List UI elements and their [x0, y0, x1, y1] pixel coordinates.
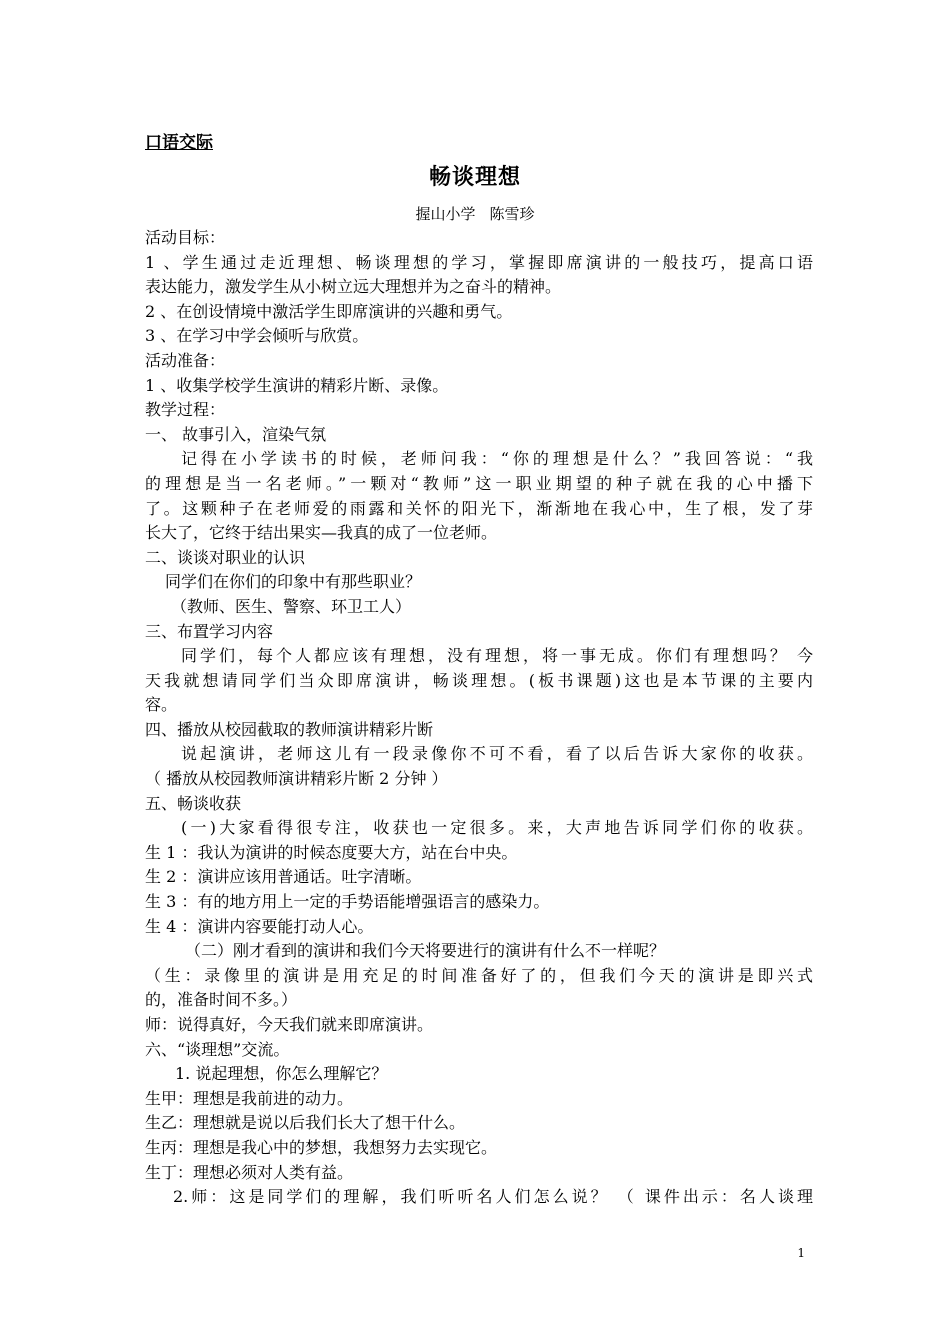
- text-line: 四、播放从校园截取的教师演讲精彩片断: [145, 719, 434, 739]
- text-line: 活动准备：: [145, 350, 226, 370]
- text-line: 二、谈谈对职业的认识: [145, 547, 306, 567]
- text-line: 六、“谈理想”交流。: [145, 1039, 290, 1059]
- text-line: 记得在小学读书的时候，老师问我：“你的理想是什么？”我回答说：“我: [181, 449, 813, 469]
- text-line: 生 4 ：演讲内容要能打动人心。: [145, 916, 374, 936]
- text-line: （生：录像里的演讲是用充足的时间准备好了的，但我们今天的演讲是即兴式: [145, 965, 813, 985]
- text-line: 说起演讲，老师这儿有一段录像你不可不看，看了以后告诉大家你的收获。: [181, 744, 813, 764]
- text-line: 同学们在你们的印象中有那些职业？: [165, 572, 422, 592]
- school-name: 握山小学: [415, 205, 476, 223]
- text-line: 生甲：理想是我前进的动力。: [145, 1088, 354, 1108]
- text-line: 1 、收集学校学生演讲的精彩片断、录像。: [145, 375, 449, 395]
- text-line: 生乙：理想就是说以后我们长大了想干什么。: [145, 1113, 466, 1133]
- text-line: 生 1 ：我认为演讲的时候态度要大方，站在台中央。: [145, 842, 518, 862]
- text-line: 一、 故事引入，渲染气氛: [145, 424, 327, 444]
- text-line: 同学们，每个人都应该有理想，没有理想，将一事无成。你们有理想吗？ 今: [181, 646, 813, 666]
- text-line: 长大了，它终于结出果实—我真的成了一位老师。: [145, 523, 498, 543]
- text-line: 生 2 ：演讲应该用普通话。吐字清晰。: [145, 867, 422, 887]
- text-line: 表达能力，激发学生从小树立远大理想并为之奋斗的精神。: [145, 277, 562, 297]
- text-line: 天我就想请同学们当众即席演讲，畅谈理想。(板书课题)这也是本节课的主要内: [145, 670, 813, 690]
- text-line: 的理想是当一名老师。”一颗对“教师”这一职业期望的种子就在我的心中播下: [145, 473, 813, 493]
- text-line: 容。: [145, 695, 178, 715]
- page-number: 1: [797, 1246, 805, 1260]
- text-line: （ 播放从校园教师演讲精彩片断 2 分钟 ）: [145, 769, 448, 789]
- text-line: 的，准备时间不多。）: [145, 990, 298, 1010]
- document-body: [145, 226, 813, 1210]
- text-line: 生丁：理想必须对人类有益。: [145, 1162, 354, 1182]
- text-line: 生 3 ：有的地方用上一定的手势语能增强语言的感染力。: [145, 892, 550, 912]
- text-line: 了。这颗种子在老师爱的雨露和关怀的阳光下，渐渐地在我心中，生了根，发了芽: [145, 498, 813, 518]
- author-name: 陈雪珍: [489, 205, 535, 223]
- section-label: 口语交际: [145, 133, 213, 153]
- author-line: [0, 203, 950, 224]
- text-line: （二）刚才看到的演讲和我们今天将要进行的演讲有什么不一样呢？: [185, 941, 666, 961]
- text-line: 活动目标：: [145, 228, 226, 247]
- text-line: 1. 说起理想，你怎么理解它？: [175, 1064, 388, 1084]
- text-line: （教师、医生、警察、环卫工人）: [171, 596, 412, 616]
- text-line: 五、畅谈收获: [145, 793, 242, 813]
- text-line: 3 、在学习中学会倾听与欣赏。: [145, 326, 369, 346]
- text-line: (一)大家看得很专注，收获也一定很多。来，大声地告诉同学们你的收获。: [181, 818, 813, 838]
- text-line: 2.师：这是同学们的理解，我们听听名人们怎么说？ （ 课件出示：名人谈理: [173, 1187, 813, 1207]
- text-line: 1 、学生通过走近理想、畅谈理想的学习，掌握即席演讲的一般技巧，提高口语: [145, 252, 813, 272]
- text-line: 生丙：理想是我心中的梦想，我想努力去实现它。: [145, 1137, 498, 1157]
- text-line: 2 、在创设情境中激活学生即席演讲的兴趣和勇气。: [145, 301, 513, 321]
- page-title: 畅谈理想: [428, 165, 521, 190]
- text-line: 师：说得真好，今天我们就来即席演讲。: [145, 1015, 434, 1034]
- text-line: 教学过程：: [145, 400, 226, 420]
- text-line: 三、布置学习内容: [145, 621, 274, 641]
